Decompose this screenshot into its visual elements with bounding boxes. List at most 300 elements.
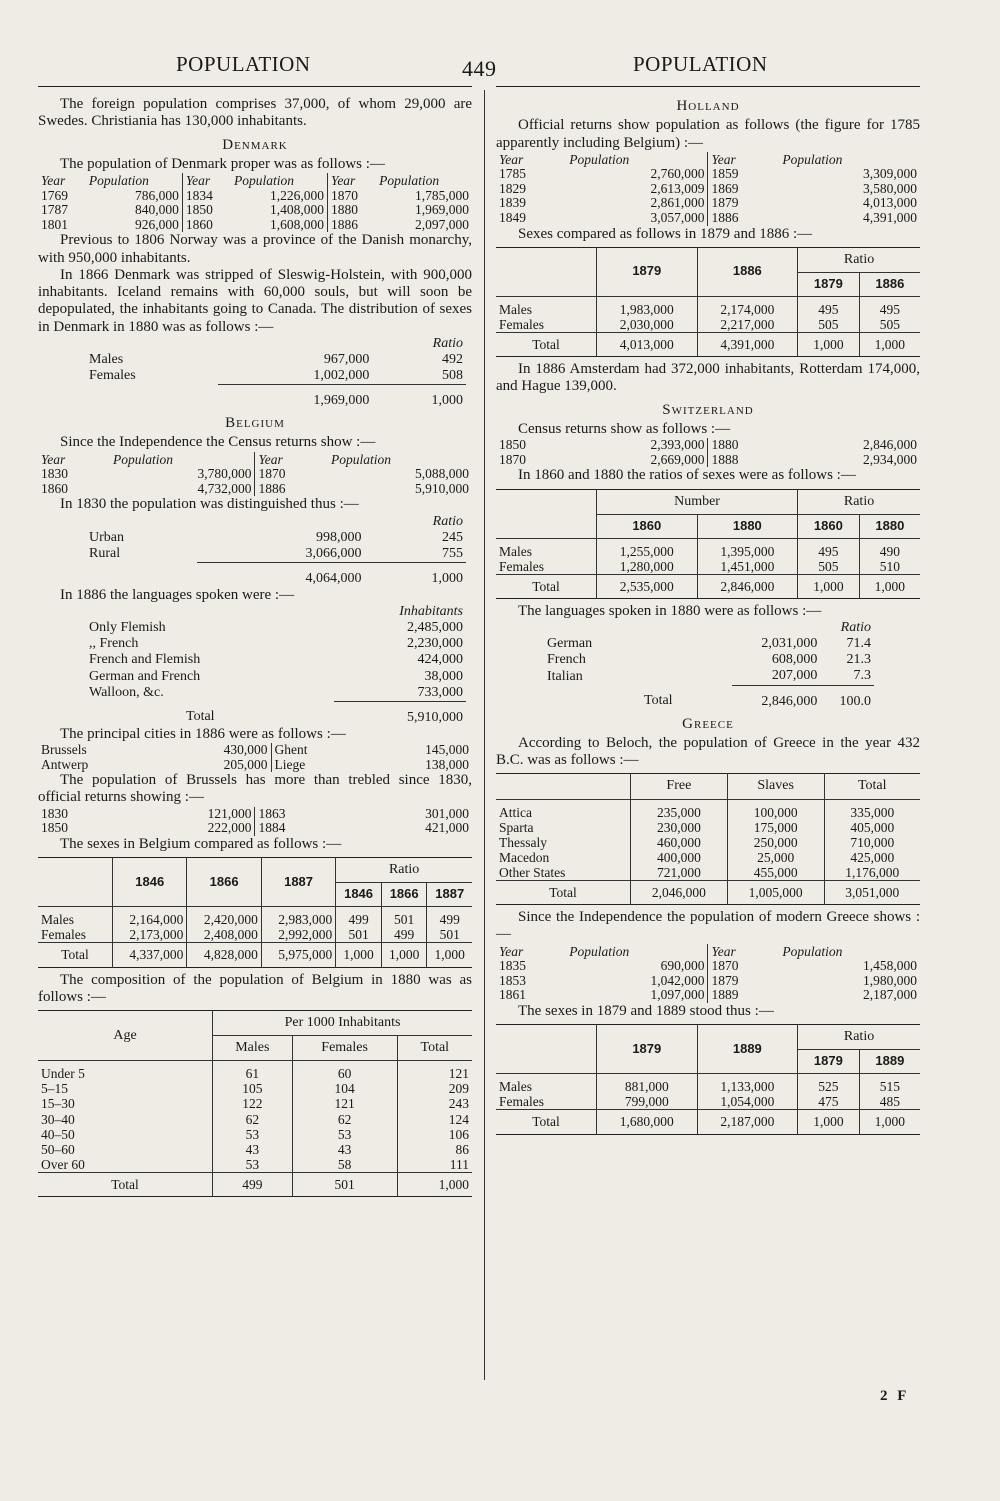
switzerland-intro: Census returns show as follows :— xyxy=(518,420,731,437)
table-cell: Total xyxy=(644,693,673,709)
table-cell xyxy=(496,247,597,296)
table-total-row xyxy=(86,701,466,726)
table-cell: German xyxy=(547,636,593,652)
table-cell: Year xyxy=(41,173,66,188)
table-cell: 495 xyxy=(798,296,860,317)
holland-sexes-intro: Sexes compared as follows in 1879 and 1886 :— xyxy=(518,225,813,242)
greece-modern-table xyxy=(496,944,920,1003)
table-cell: 1834 xyxy=(182,189,231,204)
table-cell: 5,910,000 xyxy=(415,480,469,496)
table-cell: 209 xyxy=(397,1081,472,1096)
table-cell: 495 xyxy=(859,296,920,317)
section-heading-belgium: Belgium xyxy=(225,415,285,432)
table-cell: 122 xyxy=(213,1096,293,1111)
table-cell: 1850 xyxy=(41,820,68,836)
brussels-paragraph: The population of Brussels has more than trebled since 1830, official returns showing :— xyxy=(38,772,472,806)
table-cell: Ghent xyxy=(271,743,360,758)
table-cell: 2,187,000 xyxy=(697,1110,798,1134)
table-cell: 21.3 xyxy=(846,652,871,668)
table-cell: 1,000 xyxy=(859,333,920,357)
table-cell: Other States xyxy=(499,864,566,880)
table-cell: Brussels xyxy=(41,742,87,758)
table-row xyxy=(86,636,466,652)
table-cell: 25,000 xyxy=(727,850,824,865)
table-row xyxy=(38,758,472,773)
table-row xyxy=(496,850,920,865)
table-cell: 1880 xyxy=(859,514,920,538)
table-row xyxy=(496,211,920,226)
table-cell: 405,000 xyxy=(824,820,920,835)
table-row xyxy=(38,218,472,233)
table-cell: 421,000 xyxy=(425,820,469,836)
table-cell: 1830 xyxy=(41,805,68,821)
table-cell: 2,030,000 xyxy=(597,317,698,333)
table-cell: Per 1000 Inhabitants xyxy=(213,1011,473,1036)
table-total-row xyxy=(496,881,920,905)
table-cell: Walloon, &c. xyxy=(89,684,164,700)
table-cell xyxy=(218,336,373,352)
table-row xyxy=(38,482,472,497)
table-cell: 2,846,000 xyxy=(697,574,798,598)
table-cell: 501 xyxy=(427,927,472,943)
sleswig-paragraph: In 1866 Denmark was stripped of Sleswig-Holstein, with 900,000 inhabitants. Iceland remains with 60,000 souls, but will soon be depopulated, the inhabitants going to Canada. The distribution of sexes in Denmark in 1880 was as follows :— xyxy=(38,266,472,335)
table-cell: 424,000 xyxy=(417,652,463,668)
table-cell: Males xyxy=(499,543,532,559)
table-cell: 40–50 xyxy=(41,1126,75,1142)
table-cell: 926,000 xyxy=(135,216,179,232)
table-total-row xyxy=(496,574,920,598)
table-cell: Total xyxy=(496,574,597,598)
table-cell: 7.3 xyxy=(820,668,874,685)
table-cell: 1886 xyxy=(328,218,377,233)
table-row xyxy=(496,944,920,960)
table-cell: 1866 xyxy=(381,883,427,907)
table-cell: Total xyxy=(397,1036,472,1061)
switzerland-sexes-intro: In 1860 and 1880 the ratios of sexes were as follows :— xyxy=(518,467,856,484)
table-cell xyxy=(544,620,732,636)
table-cell: Thessaly xyxy=(499,834,547,850)
table-cell: 53 xyxy=(213,1127,293,1142)
table-cell: 1,255,000 xyxy=(597,538,698,559)
table-cell: 43 xyxy=(292,1142,397,1157)
right-column xyxy=(496,96,920,1139)
table-cell: 175,000 xyxy=(727,820,824,835)
table-cell: Year xyxy=(182,173,231,189)
table-row xyxy=(496,296,920,317)
table-cell: 1860 xyxy=(597,514,698,538)
table-total-row xyxy=(86,562,466,587)
table-row xyxy=(38,467,472,482)
belgium-urban-rural-table xyxy=(86,514,466,587)
table-cell: 1859 xyxy=(708,167,779,182)
table-cell: 1889 xyxy=(697,1025,798,1074)
table-cell: Rural xyxy=(89,545,121,561)
table-cell: 425,000 xyxy=(824,850,920,865)
norway-paragraph: Previous to 1806 Norway was a province of the Danish monarchy, with 950,000 inhabitants. xyxy=(38,232,472,266)
table-cell: 499 xyxy=(213,1172,293,1196)
switzerland-sexes-table xyxy=(496,489,920,599)
table-cell: 1870 xyxy=(328,189,377,204)
denmark-sexes-table xyxy=(86,336,466,409)
table-cell: 1,133,000 xyxy=(697,1074,798,1095)
section-heading-switzerland: Switzerland xyxy=(662,401,754,418)
table-row xyxy=(38,1011,472,1036)
table-row xyxy=(38,203,472,218)
table-cell: 1,980,000 xyxy=(863,972,917,988)
table-cell: 690,000 xyxy=(660,958,705,974)
table-cell: Number xyxy=(597,489,798,514)
table-cell: 1879 xyxy=(597,1025,698,1074)
table-cell: Males xyxy=(41,912,74,928)
table-cell: 2,846,000 xyxy=(761,693,818,709)
greece-ancient-table xyxy=(496,773,920,905)
table-cell: Females xyxy=(292,1036,397,1061)
table-cell: 1,680,000 xyxy=(597,1110,698,1134)
table-row xyxy=(86,604,466,620)
belgium-census-table xyxy=(38,452,472,497)
table-row xyxy=(86,546,466,563)
table-cell: Ratio xyxy=(432,335,463,351)
table-cell: 138,000 xyxy=(425,756,469,772)
table-cell: 301,000 xyxy=(425,805,469,821)
table-cell: 105 xyxy=(213,1081,293,1096)
holland-sexes-table xyxy=(496,247,920,357)
table-cell: 1869 xyxy=(708,182,779,197)
table-cell: 1,000 xyxy=(397,1172,472,1196)
table-cell: Macedon xyxy=(499,849,550,865)
table-cell: Total xyxy=(38,943,113,967)
table-cell: Females xyxy=(499,316,544,332)
table-cell: 100.0 xyxy=(839,693,871,709)
table-cell: 1,451,000 xyxy=(697,559,798,575)
table-cell: 492 xyxy=(442,351,463,367)
table-row xyxy=(496,182,920,197)
table-cell: 222,000 xyxy=(207,820,252,836)
table-row xyxy=(86,620,466,636)
table-cell: 1,054,000 xyxy=(697,1094,798,1110)
table-cell: 755 xyxy=(365,546,466,563)
holland-cities-paragraph: In 1886 Amsterdam had 372,000 inhabitants, Rotterdam 174,000, and Hague 139,000. xyxy=(496,361,920,395)
table-cell xyxy=(38,858,113,907)
table-cell: 1880 xyxy=(328,203,377,218)
table-cell: 4,013,000 xyxy=(597,333,698,357)
table-cell: 2,485,000 xyxy=(407,620,463,636)
table-cell: 235,000 xyxy=(631,799,728,820)
column-divider xyxy=(484,90,485,1380)
table-row xyxy=(86,652,466,668)
table-cell: Year xyxy=(255,452,328,468)
table-cell: 1,000 xyxy=(798,574,860,598)
table-cell xyxy=(496,1025,597,1074)
table-cell: Year xyxy=(499,943,524,959)
table-cell: 608,000 xyxy=(771,652,818,668)
table-cell: 2,669,000 xyxy=(650,451,705,467)
table-cell: 2,046,000 xyxy=(631,881,728,905)
switzerland-lang-intro: The languages spoken in 1880 were as follows :— xyxy=(518,602,822,619)
table-cell: 1870 xyxy=(255,467,328,482)
header-rule-right xyxy=(496,86,920,87)
table-cell: Urban xyxy=(89,529,124,545)
belgium-dist-intro: In 1830 the population was distinguished thus :— xyxy=(60,496,359,513)
table-cell: 2,408,000 xyxy=(187,927,261,943)
belgium-sexes-intro: The sexes in Belgium compared as follows :— xyxy=(60,835,342,852)
table-cell: 1839 xyxy=(499,195,526,211)
table-cell: 505 xyxy=(798,317,860,333)
table-cell: Population xyxy=(112,451,173,467)
table-cell: 1769 xyxy=(41,187,68,203)
table-cell: Inhabitants xyxy=(399,604,463,620)
table-row xyxy=(544,620,874,636)
denmark-intro: The population of Denmark proper was as follows :— xyxy=(60,155,385,172)
table-cell: 2,934,000 xyxy=(863,451,917,467)
table-cell: 460,000 xyxy=(631,835,728,850)
running-head-right: POPULATION xyxy=(633,52,768,76)
table-cell: 1,000 xyxy=(431,393,463,409)
table-cell: 3,057,000 xyxy=(650,210,705,225)
table-total-row xyxy=(496,1110,920,1134)
table-cell: 1870 xyxy=(499,451,526,467)
table-cell: Ratio xyxy=(798,489,920,514)
table-cell: 721,000 xyxy=(631,865,728,881)
table-cell: Ratio xyxy=(798,247,920,272)
table-cell: 1887 xyxy=(261,858,335,907)
table-cell: 2,217,000 xyxy=(697,317,798,333)
table-cell: 61 xyxy=(213,1061,293,1082)
table-cell: 335,000 xyxy=(824,799,920,820)
table-cell: 4,828,000 xyxy=(187,943,261,967)
table-row xyxy=(86,514,466,530)
table-cell xyxy=(197,514,365,530)
table-cell: 1835 xyxy=(499,958,526,974)
table-cell: 2,983,000 xyxy=(261,907,335,928)
holland-intro: Official returns show population as follows (the figure for 1785 apparently including Belgium) :— xyxy=(496,117,920,151)
table-cell: Population xyxy=(782,943,843,959)
table-cell: 967,000 xyxy=(323,351,370,367)
table-cell: 1861 xyxy=(499,987,526,1003)
table-total-row xyxy=(496,333,920,357)
table-cell: 2,174,000 xyxy=(697,296,798,317)
table-cell: 71.4 xyxy=(846,636,871,652)
table-cell: 2,992,000 xyxy=(261,927,335,943)
table-cell: 1863 xyxy=(255,807,342,822)
table-row xyxy=(496,774,920,799)
table-row xyxy=(86,368,466,385)
belgium-cities-table xyxy=(38,743,472,772)
table-cell xyxy=(732,620,821,636)
table-cell: 505 xyxy=(859,317,920,333)
table-row xyxy=(496,865,920,881)
table-cell: 1884 xyxy=(255,821,342,836)
table-cell: 15–30 xyxy=(41,1096,75,1112)
table-cell: 2,393,000 xyxy=(650,437,705,453)
table-cell: 106 xyxy=(397,1127,472,1142)
table-cell: 499 xyxy=(336,907,382,928)
table-cell: Antwerp xyxy=(41,756,89,772)
section-heading-denmark: Denmark xyxy=(222,136,288,153)
table-cell: Free xyxy=(631,774,728,799)
table-cell: 490 xyxy=(859,538,920,559)
table-cell: 2,535,000 xyxy=(597,574,698,598)
table-cell: 243 xyxy=(397,1096,472,1111)
table-row xyxy=(38,1157,472,1173)
table-cell: 145,000 xyxy=(425,742,469,758)
table-cell: 1,395,000 xyxy=(697,538,798,559)
table-cell: Ratio xyxy=(798,1025,920,1050)
table-cell: 1846 xyxy=(336,883,382,907)
table-cell: 2,760,000 xyxy=(650,166,705,182)
table-cell: Population xyxy=(331,451,392,467)
table-row xyxy=(38,927,472,943)
table-cell: Population xyxy=(782,151,843,167)
table-cell: 786,000 xyxy=(135,187,179,203)
norway-foreign-paragraph: The foreign population comprises 37,000, of whom 29,000 are Swedes. Christiania has 130,000 inhabitants. xyxy=(38,96,472,130)
table-row xyxy=(38,1127,472,1142)
table-cell: 230,000 xyxy=(631,820,728,835)
table-cell: 1,608,000 xyxy=(270,216,325,232)
table-cell: 2,613,009 xyxy=(650,180,705,196)
table-cell: Total xyxy=(496,881,631,905)
table-cell: 455,000 xyxy=(727,865,824,881)
table-cell: French and Flemish xyxy=(89,652,201,668)
denmark-population-table xyxy=(38,173,472,232)
table-cell xyxy=(86,562,197,587)
table-row xyxy=(496,453,920,468)
table-cell: 2,097,000 xyxy=(415,216,469,232)
table-cell xyxy=(496,774,631,799)
table-total-row xyxy=(38,1172,472,1196)
table-row xyxy=(86,669,466,685)
table-cell: Slaves xyxy=(727,774,824,799)
table-cell: 62 xyxy=(292,1112,397,1127)
table-row xyxy=(496,538,920,559)
table-row xyxy=(38,452,472,468)
table-cell: 2,031,000 xyxy=(761,636,818,652)
greece-modern-intro: Since the Independence the population of modern Greece shows :— xyxy=(496,909,920,943)
table-cell: Year xyxy=(708,152,779,168)
table-row xyxy=(496,152,920,168)
table-cell: 710,000 xyxy=(824,835,920,850)
table-row xyxy=(38,1096,472,1111)
table-cell: 205,000 xyxy=(223,756,268,772)
table-cell: 1889 xyxy=(859,1050,920,1074)
table-row xyxy=(496,1074,920,1095)
table-cell: 38,000 xyxy=(424,668,463,684)
table-cell: 121,000 xyxy=(207,805,252,821)
table-row xyxy=(86,352,466,368)
table-cell: 3,066,000 xyxy=(197,546,365,563)
table-cell: German and French xyxy=(89,668,201,684)
table-row xyxy=(496,196,920,211)
table-row xyxy=(86,530,466,546)
table-row xyxy=(496,438,920,453)
table-row xyxy=(496,247,920,272)
table-cell xyxy=(86,385,218,410)
table-cell: 1846 xyxy=(113,858,187,907)
table-cell: 1787 xyxy=(41,202,68,218)
table-cell: 840,000 xyxy=(135,202,179,218)
table-row xyxy=(496,1094,920,1110)
table-cell: 1860 xyxy=(182,218,231,233)
table-cell: 998,000 xyxy=(316,529,362,545)
table-cell: Under 5 xyxy=(41,1066,85,1082)
table-cell: 4,391,000 xyxy=(697,333,798,357)
switzerland-languages-table xyxy=(544,620,874,709)
table-cell: 430,000 xyxy=(223,742,268,758)
table-cell: 2,187,000 xyxy=(863,987,917,1003)
table-cell: Ratio xyxy=(336,858,472,883)
table-cell: Ratio xyxy=(840,620,871,636)
table-cell: 4,064,000 xyxy=(305,570,362,586)
table-row xyxy=(38,807,472,822)
table-cell: 1,983,000 xyxy=(597,296,698,317)
table-cell: Only Flemish xyxy=(89,620,166,636)
table-cell: 485 xyxy=(859,1094,920,1110)
table-row xyxy=(496,799,920,820)
greece-intro: According to Beloch, the population of Greece in the year 432 B.C. was as follows :— xyxy=(496,734,920,769)
table-cell: 100,000 xyxy=(727,799,824,820)
table-cell: 1801 xyxy=(41,216,68,232)
table-row xyxy=(38,821,472,836)
table-cell: Ratio xyxy=(432,513,463,529)
header-rule-left xyxy=(38,86,472,87)
table-cell: 4,732,000 xyxy=(197,480,252,496)
table-row xyxy=(496,835,920,850)
table-row xyxy=(38,173,472,189)
table-row xyxy=(496,489,920,514)
table-cell: 1888 xyxy=(708,453,784,468)
table-cell: Italian xyxy=(547,668,583,684)
table-cell: 501 xyxy=(381,907,427,928)
table-cell xyxy=(86,514,197,530)
table-cell: 499 xyxy=(381,927,427,943)
table-cell: Year xyxy=(499,151,524,167)
greece-sexes-table xyxy=(496,1024,920,1134)
table-cell: Total xyxy=(496,1110,597,1134)
table-cell: Year xyxy=(708,944,779,960)
table-row xyxy=(38,907,472,928)
table-cell: 515 xyxy=(859,1074,920,1095)
table-cell: Females xyxy=(499,558,544,574)
table-cell: 510 xyxy=(859,559,920,575)
holland-population-table xyxy=(496,152,920,226)
table-cell: Total xyxy=(38,1172,213,1196)
table-cell: 3,780,000 xyxy=(197,466,252,482)
table-cell: French xyxy=(547,652,586,668)
belgium-cities-intro: The principal cities in 1886 were as follows :— xyxy=(60,725,346,742)
table-row xyxy=(38,1112,472,1127)
table-row xyxy=(38,1081,472,1096)
table-cell: 43 xyxy=(213,1142,293,1157)
greece-sexes-intro: The sexes in 1879 and 1889 stood thus :— xyxy=(518,1002,774,1019)
table-cell: 1,969,000 xyxy=(313,393,370,409)
table-cell: 4,013,000 xyxy=(863,195,917,211)
table-row xyxy=(496,820,920,835)
table-cell: 501 xyxy=(292,1172,397,1196)
table-cell: 1879 xyxy=(708,974,779,989)
table-row xyxy=(496,317,920,333)
table-cell: 1879 xyxy=(708,196,779,211)
table-cell: 1886 xyxy=(859,272,920,296)
table-cell: 1887 xyxy=(427,883,472,907)
table-cell: 1,005,000 xyxy=(727,881,824,905)
table-cell: Females xyxy=(499,1094,544,1110)
table-cell: 53 xyxy=(292,1127,397,1142)
table-cell: 5,910,000 xyxy=(407,709,463,725)
table-cell: 733,000 xyxy=(334,685,466,702)
table-cell: 207,000 xyxy=(732,668,821,685)
table-cell: 495 xyxy=(798,538,860,559)
table-cell: 2,846,000 xyxy=(863,437,917,453)
